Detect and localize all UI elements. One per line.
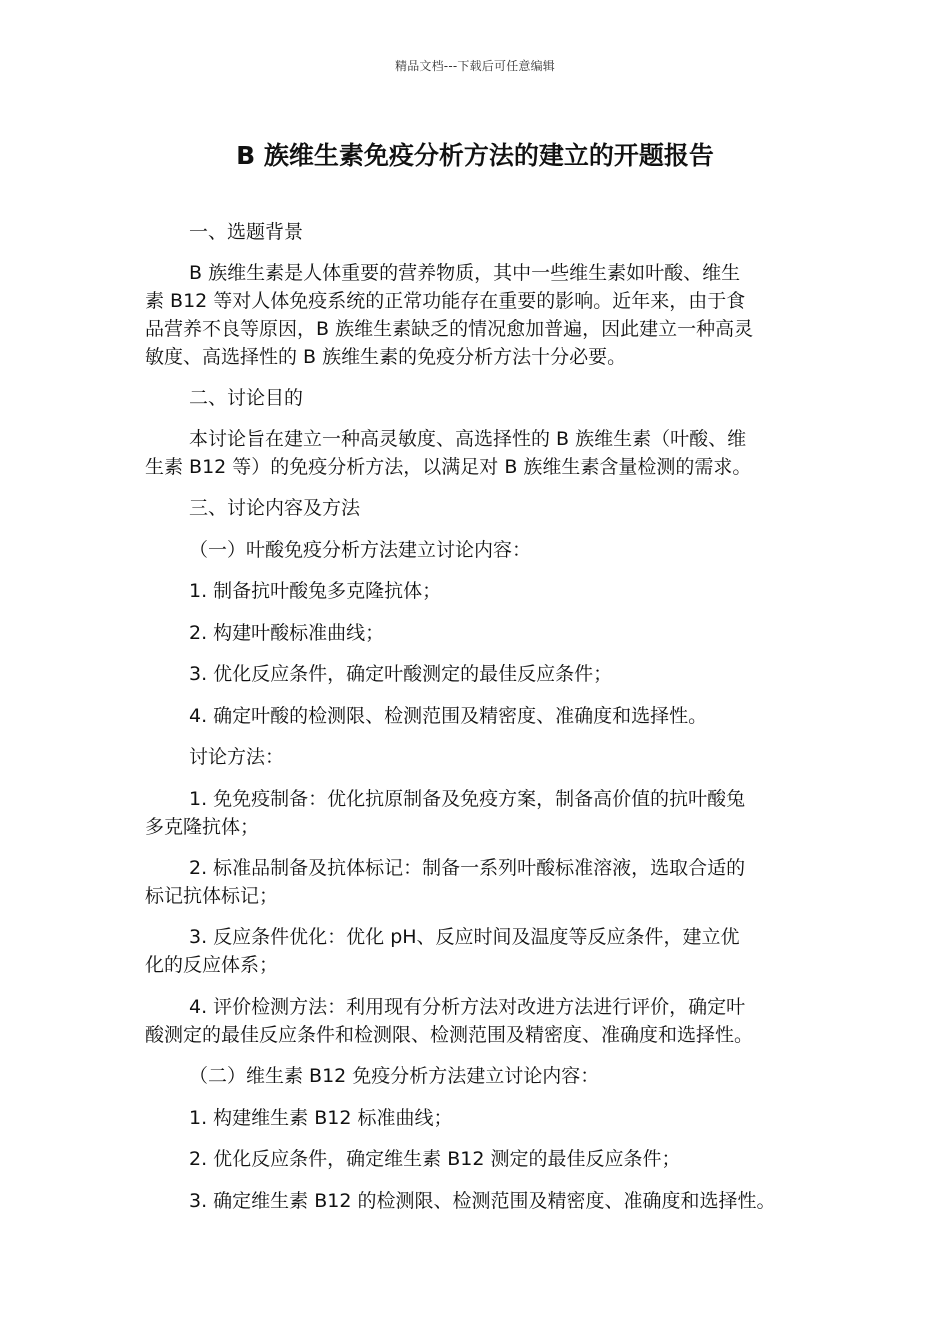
method-item xyxy=(145,993,810,1049)
list-item: 2. 构建叶酸标准曲线； xyxy=(189,622,385,644)
section2-heading: 二、讨论目的 xyxy=(189,387,304,409)
header-note: 精品文档---下载后可任意编辑 xyxy=(395,59,555,73)
method-line: 酸测定的最佳反应条件和检测限、检测范围及精密度、准确度和选择性。 xyxy=(145,1024,754,1046)
method-line: 2. 标准品制备及抗体标记：制备一系列叶酸标准溶液，选取合适的 xyxy=(189,857,746,879)
list-item: 3. 确定维生素 B12 的检测限、检测范围及精密度、准确度和选择性。 xyxy=(189,1190,776,1212)
methods-heading: 讨论方法： xyxy=(189,746,285,768)
paragraph-line: 品营养不良等原因，B 族维生素缺乏的情况愈加普遍，因此建立一种高灵 xyxy=(145,318,754,340)
section1-paragraph xyxy=(145,259,810,371)
method-line: 1. 免免疫制备：优化抗原制备及免疫方案，制备高价值的抗叶酸兔 xyxy=(189,788,746,810)
method-item xyxy=(145,854,810,910)
paragraph-line: 本讨论旨在建立一种高灵敏度、高选择性的 B 族维生素（叶酸、维 xyxy=(189,428,747,450)
section3-heading: 三、讨论内容及方法 xyxy=(189,497,361,519)
paragraph-line: 生素 B12 等）的免疫分析方法，以满足对 B 族维生素含量检测的需求。 xyxy=(145,456,752,478)
list-item: 2. 优化反应条件，确定维生素 B12 测定的最佳反应条件； xyxy=(189,1148,681,1170)
list-item: 1. 制备抗叶酸兔多克隆抗体； xyxy=(189,580,442,602)
document-title: B 族维生素免疫分析方法的建立的开题报告 xyxy=(236,141,714,170)
method-line: 标记抗体标记； xyxy=(145,885,279,907)
list-item: 3. 优化反应条件，确定叶酸测定的最佳反应条件； xyxy=(189,663,613,685)
list-item: 4. 确定叶酸的检测限、检测范围及精密度、准确度和选择性。 xyxy=(189,705,708,727)
paragraph-line: 敏度、高选择性的 B 族维生素的免疫分析方法十分必要。 xyxy=(145,346,627,368)
method-line: 化的反应体系； xyxy=(145,954,279,976)
method-item xyxy=(145,923,810,979)
method-line: 4. 评价检测方法：利用现有分析方法对改进方法进行评价，确定叶 xyxy=(189,996,746,1018)
method-line: 3. 反应条件优化：优化 pH、反应时间及温度等反应条件，建立优 xyxy=(189,926,740,948)
paragraph-line: 素 B12 等对人体免疫系统的正常功能存在重要的影响。近年来，由于食 xyxy=(145,290,746,312)
list-item: 1. 构建维生素 B12 标准曲线； xyxy=(189,1107,453,1129)
method-item xyxy=(145,785,810,841)
method-line: 多克隆抗体； xyxy=(145,816,260,838)
section2-paragraph xyxy=(145,425,810,481)
paragraph-line: B 族维生素是人体重要的营养物质，其中一些维生素如叶酸、维生 xyxy=(189,262,741,284)
subsection2-heading: （二）维生素 B12 免疫分析方法建立讨论内容： xyxy=(189,1065,600,1087)
section1-heading: 一、选题背景 xyxy=(189,221,304,243)
subsection1-heading: （一）叶酸免疫分析方法建立讨论内容： xyxy=(189,539,532,561)
